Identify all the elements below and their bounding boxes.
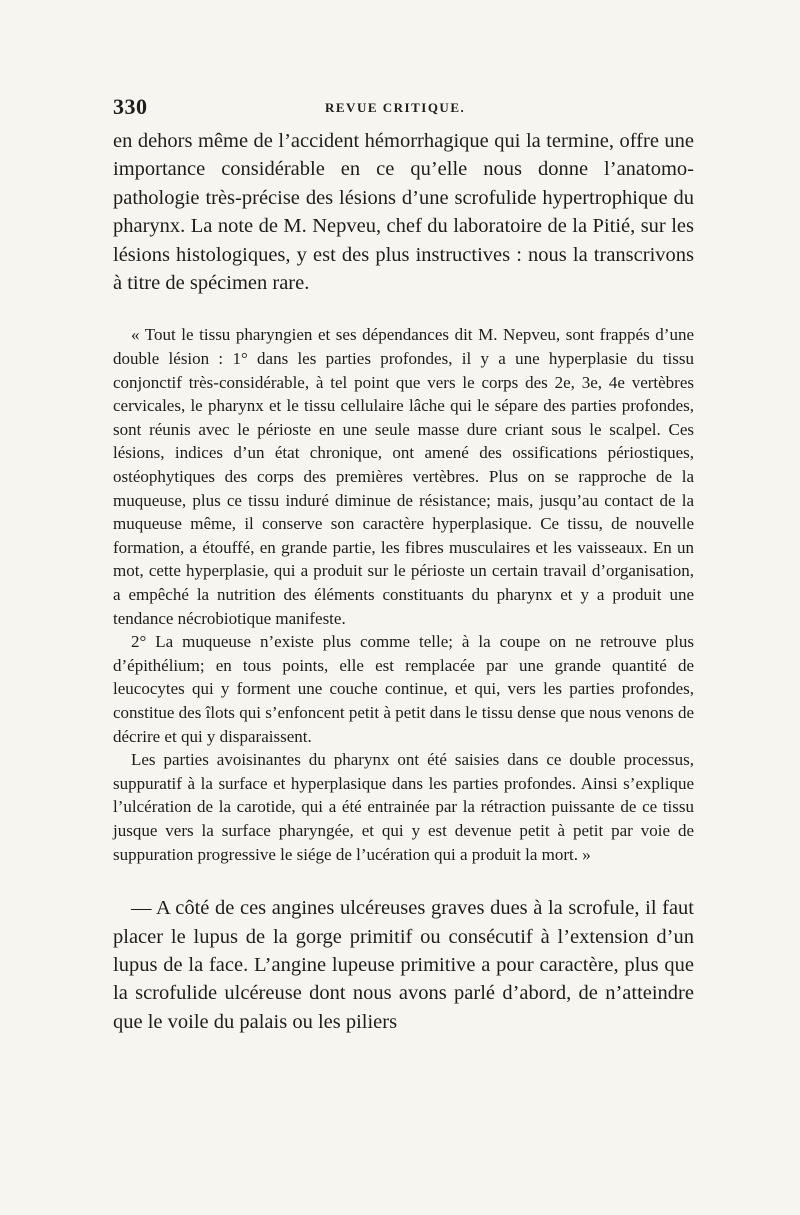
page-number: 330 [113, 94, 148, 119]
paragraph: en dehors même de l’accident hémorrhagique qui la termine, offre une importance considérable en ce qu’elle nous donne l’anatomo-pathologie très-précise des lésions d’une scrofulide hypertrophique du pharynx. La note de M. Nepveu, chef du laboratoire de la Pitié, sur les lésions histologiques, y est des plus instructives : nous la transcrivons à titre de spécimen rare. [113, 130, 694, 295]
page-header [113, 94, 693, 124]
running-head: REVUE CRITIQUE. [325, 100, 466, 115]
quoted-note: « Tout le tissu pharyngien et ses dépendances dit M. Nepveu, sont frappés d’une double lésion : 1° dans les parties profondes, il y a une hyperplasie du tissu conjonctif très-considérable, à tel point que vers le corps des 2e, 3e, 4e vertèbres cervicales, le pharynx et le tissu cellulaire lâche qui le sépare des parties profondes, sont réunis avec le périoste en une seule masse dure criant sous le scalpel. Ces lésions, indices d’un état chronique, ont amené des ossifications périostiques, ostéophytiques des corps des premières vertèbres. Plus on se rapproche de la muqueuse, plus ce tissu induré diminue de résistance; mais, jusqu’au contact de la muqueuse même, il conserve son caractère hyperplasique. Ce tissu, de nouvelle formation, a étouffé, en grande partie, les fibres musculaires et les vaisseaux. En un mot, cette hyperplasie, qui a produit sur le périoste un certain travail d’organisation, a empêché la nutrition des éléments constituants du pharynx et y a produit une tendance nécrobiotique manifeste. [113, 325, 694, 628]
quoted-note: Les parties avoisinantes du pharynx ont été saisies dans ce double processus, suppuratif à la surface et hyperplasique dans les parties profondes. Ainsi s’explique l’ulcération de la carotide, qui a été entrainée par la rétraction puissante de ce tissu jusque vers la surface pharyngée, et qui y est devenue petit à petit par voie de suppuration progressive le siége de l’ucération qui a produit la mort. » [113, 750, 694, 864]
body-text [113, 127, 694, 1036]
paragraph: — A côté de ces angines ulcéreuses graves dues à la scrofule, il faut placer le lupus de la gorge primitif ou consécutif à l’extension d’un lupus de la face. L’angine lupeuse primitive a pour caractère, plus que la scrofulide ulcéreuse dont nous avons parlé d’abord, de n’atteindre que le voile du palais ou les piliers [113, 897, 694, 1033]
quoted-note: 2° La muqueuse n’existe plus comme telle; à la coupe on ne retrouve plus d’épithélium; en tous points, elle est remplacée par une grande quantité de leucocytes qui y forment une couche continue, et qui, vers les parties profondes, constitue des îlots qui s’enfoncent petit à petit dans le tissu dense que nous venons de décrire et qui y disparaissent. [113, 632, 694, 746]
